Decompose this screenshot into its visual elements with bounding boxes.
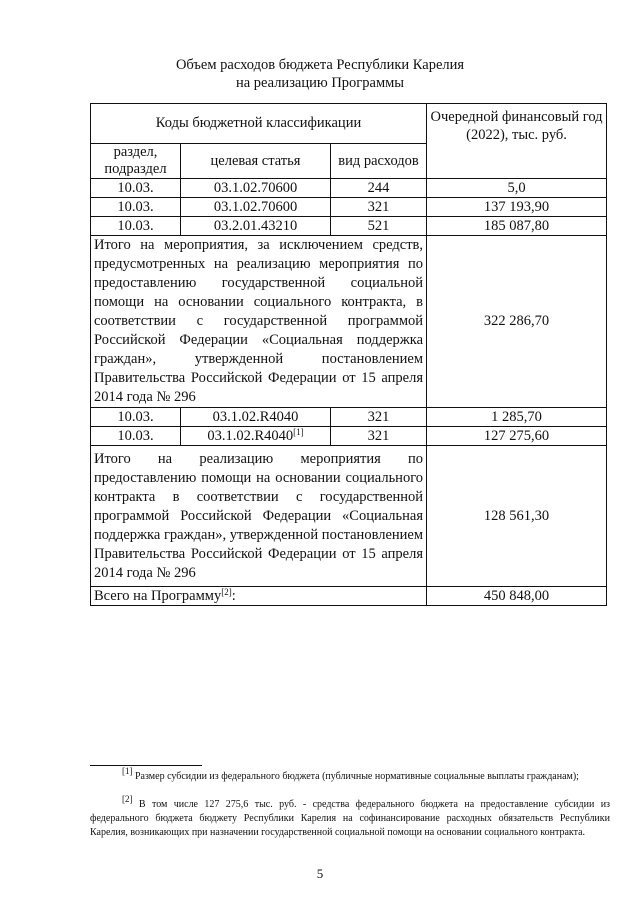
table-row <box>91 217 607 236</box>
cell-target <box>181 408 331 427</box>
cell-target: 03.1.02.70600 <box>181 179 331 198</box>
cell-section: 10.03. <box>91 408 181 427</box>
subtotal-row-social-contract <box>91 446 607 587</box>
cell-target: 03.1.02.70600 <box>181 198 331 217</box>
cell-target-code: 03.1.02.R4040 <box>212 408 299 425</box>
cell-expense: 321 <box>331 198 427 217</box>
cell-amount: 127 275,60 <box>427 427 607 446</box>
grand-total-row <box>91 587 607 606</box>
table-row <box>91 198 607 217</box>
header-section: раздел, подраздел <box>91 144 181 179</box>
footnote-ref-2[interactable]: [2] <box>221 586 232 597</box>
grand-total-label: Всего на Программу <box>94 587 222 604</box>
cell-amount: 5,0 <box>427 179 607 198</box>
table-row <box>91 408 607 427</box>
footnote-2-text: В том числе 127 275,6 тыс. руб. - средства федерального бюджета на предоставление субсидии из федерального бюджета бюджету Республики Карелия на софинансирование расходных обязательств Республики Карелия, возникающих при назначении государственной социальной помощи на основании социального контракта. <box>90 799 610 838</box>
subtotal-amount: 128 561,30 <box>427 446 607 587</box>
cell-section: 10.03. <box>91 427 181 446</box>
footnote-1-mark: [1] <box>122 766 133 776</box>
document-title-line-1: Объем расходов бюджета Республики Карелия <box>175 57 465 73</box>
grand-total-amount: 450 848,00 <box>427 587 607 606</box>
budget-table <box>90 103 607 606</box>
header-target: целевая статья <box>181 144 331 179</box>
footnote-divider <box>90 765 202 766</box>
cell-expense: 321 <box>331 408 427 427</box>
cell-section: 10.03. <box>91 179 181 198</box>
document-title-line-2: на реализацию Программы <box>235 75 405 91</box>
subtotal-row-measures <box>91 236 607 408</box>
subtotal-amount: 322 286,70 <box>427 236 607 408</box>
cell-amount: 185 087,80 <box>427 217 607 236</box>
cell-amount: 1 285,70 <box>427 408 607 427</box>
cell-expense: 244 <box>331 179 427 198</box>
page-number: 5 <box>316 866 324 881</box>
cell-section: 10.03. <box>91 217 181 236</box>
cell-section: 10.03. <box>91 198 181 217</box>
footnote-1-text: Размер субсидии из федерального бюджета (публичные нормативные социальные выплаты гражданам); <box>132 771 579 782</box>
footnote-2-mark: [2] <box>122 794 133 804</box>
cell-amount: 137 193,90 <box>427 198 607 217</box>
grand-total-label-cell <box>91 587 427 606</box>
cell-target-code: 03.1.02.R4040 <box>207 427 294 444</box>
header-year: Очередной финансовый год (2022), тыс. руб. <box>427 104 607 179</box>
subtotal-text: Итого на реализацию мероприятия по предоставлению помощи на основании социального контракта в соответствии с государственной программой Российской Федерации «Социальная поддержка граждан», утвержденной постановлением Правительства Российской Федерации от 15 апреля 2014 года № 296 <box>91 446 427 587</box>
cell-target <box>181 427 331 446</box>
table-row <box>91 179 607 198</box>
footnote-1 <box>90 766 610 784</box>
cell-target: 03.2.01.43210 <box>181 217 331 236</box>
cell-expense: 521 <box>331 217 427 236</box>
table-header-row <box>91 104 607 144</box>
cell-expense: 321 <box>331 427 427 446</box>
header-codes: Коды бюджетной классификации <box>91 104 427 144</box>
footnote-2 <box>90 794 610 840</box>
table-row <box>91 427 607 446</box>
grand-total-colon: : <box>231 587 236 604</box>
footnote-ref-1[interactable]: [1] <box>293 426 304 437</box>
subtotal-text: Итого на мероприятия, за исключением средств, предусмотренных на реализацию мероприятия по предоставлению государственной социальной помощи на основании социального контракта, в соответствии с государственной программой Российской Федерации «Социальная поддержка граждан», утвержденной постановлением Правительства Российской Федерации от 15 апреля 2014 года № 296 <box>91 236 427 408</box>
header-expense: вид расходов <box>331 144 427 179</box>
